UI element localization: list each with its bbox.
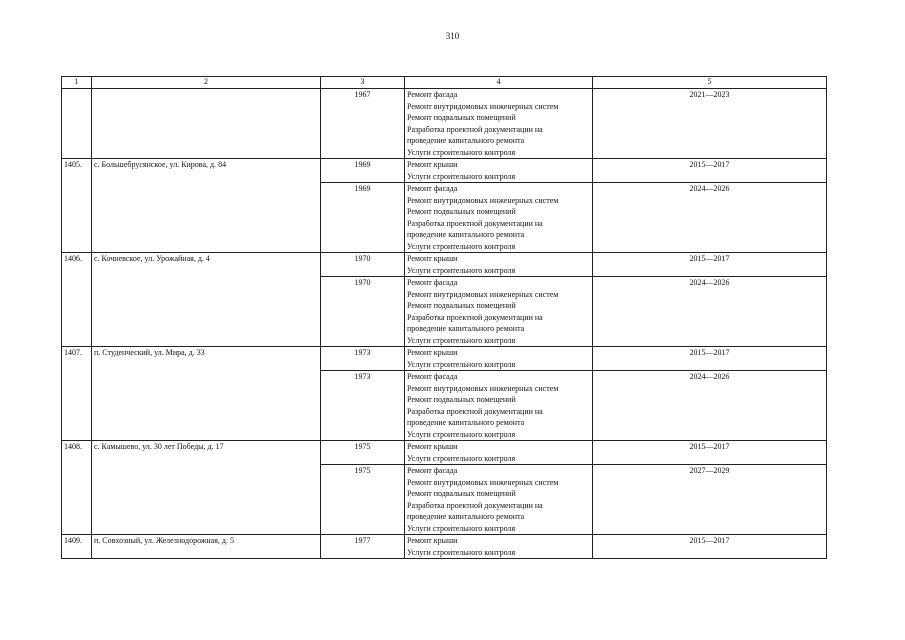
works-cell bbox=[405, 277, 593, 347]
work-item: Ремонт подвальных помещений bbox=[407, 113, 516, 122]
work-item: проведение капитального ремонта bbox=[407, 512, 525, 521]
works-cell bbox=[405, 347, 593, 371]
table-row bbox=[62, 441, 827, 465]
work-item: Услуги строительного контроля bbox=[407, 547, 516, 557]
year-cell: 1969 bbox=[321, 159, 405, 183]
column-header: 5 bbox=[593, 77, 827, 89]
work-item: Ремонт фасада bbox=[407, 90, 458, 99]
period-cell: 2015—2017 bbox=[593, 535, 827, 559]
table-row bbox=[62, 253, 827, 277]
row-number-cell: 1408. bbox=[62, 441, 92, 535]
work-item: Разработка проектной документации на bbox=[407, 218, 543, 228]
column-header: 3 bbox=[321, 77, 405, 89]
work-item: Ремонт фасада bbox=[407, 372, 458, 381]
year-cell: 1977 bbox=[321, 535, 405, 559]
year-cell: 1975 bbox=[321, 465, 405, 535]
repair-schedule-table bbox=[61, 76, 827, 559]
work-item: Разработка проектной документации на bbox=[407, 500, 543, 510]
period-cell: 2015—2017 bbox=[593, 159, 827, 183]
works-cell bbox=[405, 159, 593, 183]
work-item: Услуги строительного контроля bbox=[407, 171, 516, 181]
work-item: Ремонт внутридомовых инженерных систем bbox=[407, 195, 559, 205]
period-cell: 2015—2017 bbox=[593, 253, 827, 277]
row-number-cell bbox=[62, 89, 92, 159]
work-item: Разработка проектной документации на bbox=[407, 124, 543, 134]
work-item: Ремонт крыши bbox=[407, 254, 458, 263]
work-item: Ремонт фасада bbox=[407, 278, 458, 287]
work-item: Ремонт подвальных помещений bbox=[407, 301, 516, 310]
table-row bbox=[62, 347, 827, 371]
work-item: Ремонт крыши bbox=[407, 442, 458, 451]
period-cell: 2024—2026 bbox=[593, 277, 827, 347]
address-cell: с. Кочневское, ул. Урожайная, д. 4 bbox=[92, 253, 321, 347]
work-item: Ремонт крыши bbox=[407, 160, 458, 169]
work-item: Ремонт подвальных помещений bbox=[407, 489, 516, 498]
period-cell: 2021—2023 bbox=[593, 89, 827, 159]
table-row bbox=[62, 89, 827, 159]
work-item: Разработка проектной документации на bbox=[407, 406, 543, 416]
work-item: проведение капитального ремонта bbox=[407, 230, 525, 239]
row-number-cell: 1409. bbox=[62, 535, 92, 559]
works-cell bbox=[405, 465, 593, 535]
table-header-row bbox=[62, 77, 827, 89]
work-item: Услуги строительного контроля bbox=[407, 429, 516, 439]
work-item: Ремонт крыши bbox=[407, 348, 458, 357]
address-cell: п. Студенческий, ул. Мира, д. 33 bbox=[92, 347, 321, 441]
work-item: Ремонт внутридомовых инженерных систем bbox=[407, 101, 559, 111]
works-cell bbox=[405, 535, 593, 559]
work-item: Ремонт подвальных помещений bbox=[407, 395, 516, 404]
year-cell: 1973 bbox=[321, 347, 405, 371]
period-cell: 2015—2017 bbox=[593, 441, 827, 465]
year-cell: 1969 bbox=[321, 183, 405, 253]
row-number-cell: 1406. bbox=[62, 253, 92, 347]
work-item: проведение капитального ремонта bbox=[407, 324, 525, 333]
works-cell bbox=[405, 441, 593, 465]
work-item: Услуги строительного контроля bbox=[407, 241, 516, 251]
works-cell bbox=[405, 371, 593, 441]
column-header: 4 bbox=[405, 77, 593, 89]
work-item: Ремонт крыши bbox=[407, 536, 458, 545]
work-item: Ремонт фасада bbox=[407, 184, 458, 193]
work-item: Ремонт внутридомовых инженерных систем bbox=[407, 289, 559, 299]
work-item: проведение капитального ремонта bbox=[407, 136, 525, 145]
work-item: Разработка проектной документации на bbox=[407, 312, 543, 322]
year-cell: 1973 bbox=[321, 371, 405, 441]
address-cell: с. Большебрусянское, ул. Кирова, д. 84 bbox=[92, 159, 321, 253]
address-cell: с. Камышево, ул. 30 лет Победы, д. 17 bbox=[92, 441, 321, 535]
period-cell: 2024—2026 bbox=[593, 183, 827, 253]
works-cell bbox=[405, 253, 593, 277]
year-cell: 1967 bbox=[321, 89, 405, 159]
year-cell: 1970 bbox=[321, 253, 405, 277]
work-item: Ремонт подвальных помещений bbox=[407, 207, 516, 216]
work-item: Услуги строительного контроля bbox=[407, 523, 516, 533]
work-item: Ремонт внутридомовых инженерных систем bbox=[407, 477, 559, 487]
table-row bbox=[62, 535, 827, 559]
column-header: 1 bbox=[62, 77, 92, 89]
work-item: Услуги строительного контроля bbox=[407, 147, 516, 157]
period-cell: 2024—2026 bbox=[593, 371, 827, 441]
work-item: Услуги строительного контроля bbox=[407, 359, 516, 369]
work-item: Ремонт внутридомовых инженерных систем bbox=[407, 383, 559, 393]
works-cell bbox=[405, 183, 593, 253]
work-item: Услуги строительного контроля bbox=[407, 265, 516, 275]
table-row bbox=[62, 159, 827, 183]
work-item: Услуги строительного контроля bbox=[407, 335, 516, 345]
row-number-cell: 1407. bbox=[62, 347, 92, 441]
page-number: 310 bbox=[445, 31, 460, 41]
year-cell: 1970 bbox=[321, 277, 405, 347]
address-cell bbox=[92, 89, 321, 159]
works-cell bbox=[405, 89, 593, 159]
work-item: Ремонт фасада bbox=[407, 466, 458, 475]
address-cell: п. Совхозный, ул. Железнодорожная, д. 5 bbox=[92, 535, 321, 559]
work-item: проведение капитального ремонта bbox=[407, 418, 525, 427]
table-body bbox=[62, 89, 827, 559]
work-item: Услуги строительного контроля bbox=[407, 453, 516, 463]
column-header: 2 bbox=[92, 77, 321, 89]
period-cell: 2015—2017 bbox=[593, 347, 827, 371]
year-cell: 1975 bbox=[321, 441, 405, 465]
period-cell: 2027—2029 bbox=[593, 465, 827, 535]
row-number-cell: 1405. bbox=[62, 159, 92, 253]
